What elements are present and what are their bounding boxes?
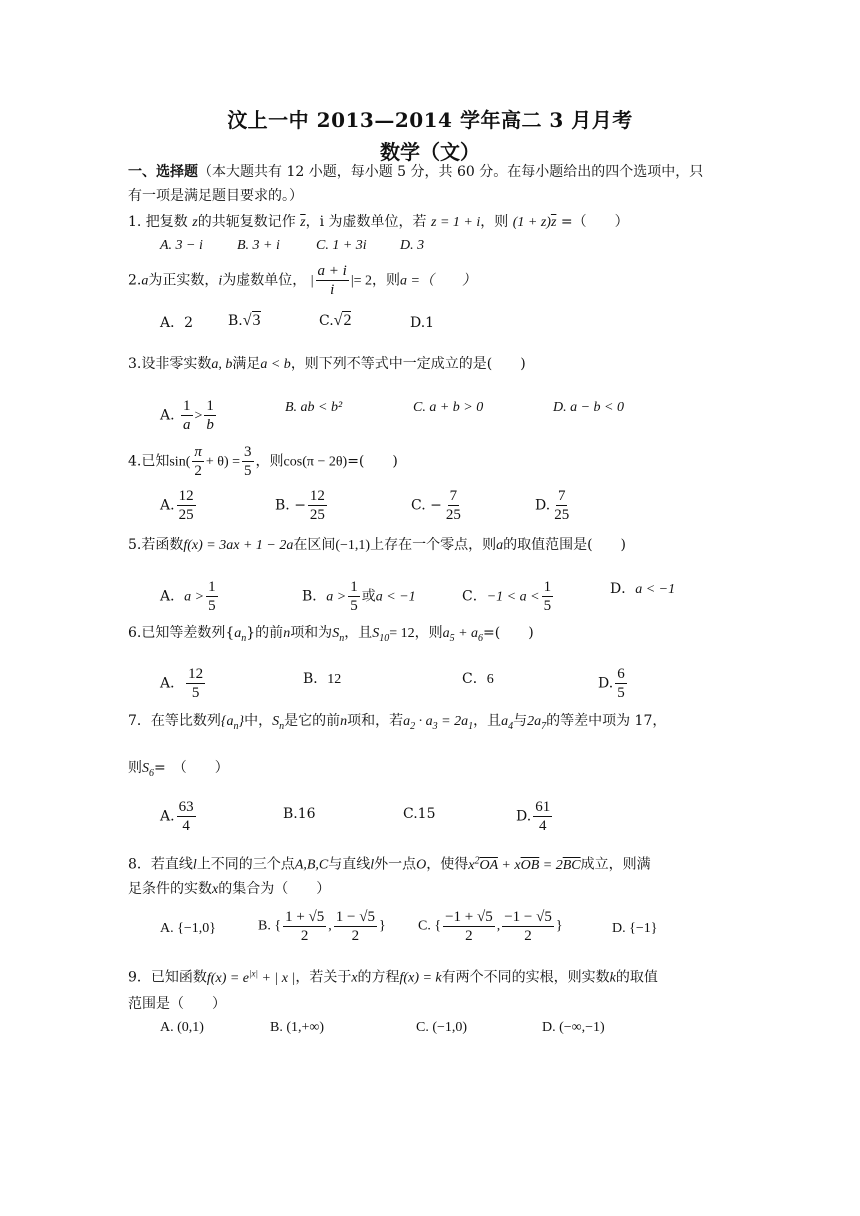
q3-option-d: D. a − b < 0 <box>553 400 625 415</box>
q8-option-c: C. { $\frac{-1 + √5}{2}$ , $\frac{-1 - √5}{2}$ } <box>418 909 563 944</box>
q8-option-b: B. { $\frac{1 + √5}{2}$ , $\frac{1 - √5}{2}$ } <box>258 909 386 944</box>
q2-fraction: $\frac{a + i}{i}$ <box>317 263 347 298</box>
question-8-cont: 足条件的实数x的集合为（ ） <box>128 881 331 897</box>
question-7: 7．在等比数列$\{a_n\}$中，$S_n$是它的前n项和，若$a_2 \cdot a_3 = 2a_1$，且$a_4$与$2a_7$的等差中项为 17， <box>128 713 667 732</box>
q4-option-d: D. $\frac{7}{25}$ <box>535 488 570 523</box>
question-7-cont: 则$S_6=$ （ ） <box>128 760 229 779</box>
exam-title: 汶上一中 2013—2014 学年高二 3 月月考 <box>227 108 633 132</box>
q5-option-b: B．a > $\frac{1}{5}$ 或a < −1 <box>302 579 416 614</box>
section-intro-text: （本大题共有 12 小题，每小题 5 分，共 60 分。在每小题给出的四个选项中，只 <box>198 164 704 180</box>
question-1: 1. 把复数 z的共轭复数记作 $\overline{z}$，i 为虚数单位，若 z = 1 + i，则 $(1 + z)\overline{z}$ =（ ） <box>128 214 629 230</box>
q2-option-b: B.√3 <box>228 312 261 329</box>
q6-option-b: B．12 <box>303 671 342 687</box>
q8-option-a: A. {−1,0} <box>160 921 216 936</box>
q9-option-d: D. (−∞,−1) <box>542 1020 605 1035</box>
question-2: 2.a为正实数，i为虚数单位， | $\frac{a + i}{i}$ |= 2，则a =（ ） <box>128 263 476 298</box>
q2-option-c: C.√2 <box>319 312 352 329</box>
question-5: 5.若函数f(x) = 3ax + 1 − 2a在区间(−1,1)上存在一个零点，则a的取值范围是( ) <box>128 537 627 553</box>
section-intro-line2: 有一项是满足题目要求的。） <box>128 188 303 204</box>
q9-option-c: C. (−1,0) <box>416 1020 468 1035</box>
q1-option-b: B. 3 + i <box>237 238 280 253</box>
q7-option-a: A. $\frac{63}{4}$ <box>160 799 194 834</box>
var-z-conj: $\overline{z}$ <box>300 215 306 230</box>
q5-option-a: A．a > $\frac{1}{5}$ <box>160 579 216 614</box>
q5-option-c: C．−1 < a < $\frac{1}{5}$ <box>462 579 552 614</box>
question-4: 4.已知sin( $\frac{\pi}{2}$ + θ) = $\frac{3}{5}$ ，则cos(π − 2θ)=( ) <box>128 444 398 479</box>
exam-subtitle: 数学（文） <box>380 140 480 164</box>
var-z: z <box>192 215 198 230</box>
q7-option-b: B.16 <box>283 806 316 822</box>
question-6: 6.已知等差数列$\{a_n\}$的前n项和为$S_n$，且$S_{10}= 12$，则$a_5 + a_6=$( ) <box>128 625 534 644</box>
q8-option-d: D. {−1} <box>612 921 658 936</box>
section-intro-line1 <box>128 161 703 183</box>
q3-option-a: A. $\frac{1}{a}$ > $\frac{1}{b}$ <box>160 398 214 433</box>
q7-option-d: D. $\frac{61}{4}$ <box>516 799 551 834</box>
q1-option-d: D. 3 <box>400 238 425 253</box>
q9-option-b: B. (1,+∞) <box>270 1020 325 1035</box>
q2-option-d: D.1 <box>410 315 435 331</box>
q1-option-a: A. 3 − i <box>160 238 203 253</box>
q3-option-b: B. ab < b² <box>285 400 343 415</box>
q5-option-d: D．a < −1 <box>610 581 676 597</box>
q6-option-d: D. $\frac{6}{5}$ <box>598 666 625 701</box>
q1-option-c: C. 1 + 3i <box>316 238 367 253</box>
question-9-cont: 范围是（ ） <box>128 996 226 1012</box>
q3-option-c: C. a + b > 0 <box>413 400 484 415</box>
q6-option-c: C．6 <box>462 671 494 687</box>
question-8: 8．若直线l上不同的三个点A,B,C与直线l外一点O，使得$x^2\overline{OA} + x\overline{OB} = 2\overline{BC}$成立，则满 <box>128 855 651 873</box>
q7-option-c: C.15 <box>403 806 436 822</box>
q9-option-a: A. (0,1) <box>160 1020 204 1035</box>
q4-option-a: A. $\frac{12}{25}$ <box>160 488 194 523</box>
question-9: 9．已知函数$f(x) = e^{|x|}$ + | x |，若关于x的方程f(x) = k有两个不同的实根，则实数k的取值 <box>128 968 658 986</box>
section-heading: 一、选择题 <box>128 164 198 180</box>
q4-option-c: C. − $\frac{7}{25}$ <box>411 488 461 523</box>
q2-option-a: A．2 <box>160 315 194 331</box>
question-3: 3.设非零实数a, b满足a < b，则下列不等式中一定成立的是( ) <box>128 356 526 372</box>
q4-option-b: B. − $\frac{12}{25}$ <box>275 488 325 523</box>
q6-option-a: A． $\frac{12}{5}$ <box>160 666 204 701</box>
